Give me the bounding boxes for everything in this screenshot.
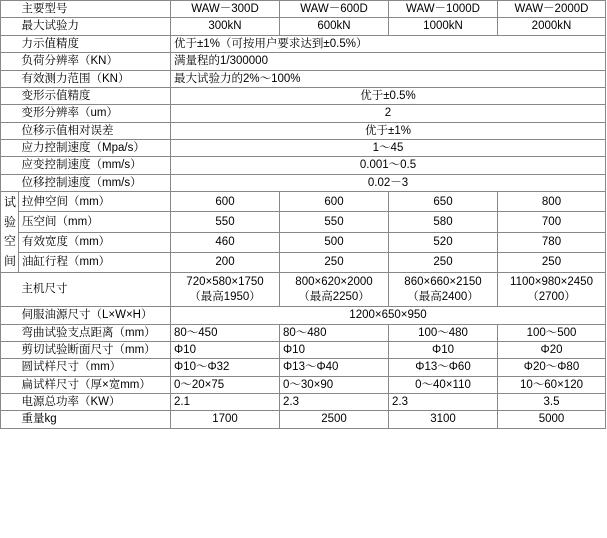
row-spacer-cell bbox=[1, 105, 19, 122]
strain-rate-row-cell-1: 0.001～0.5 bbox=[171, 157, 606, 174]
cell-line: （最高2400） bbox=[407, 290, 479, 303]
row-spacer-cell bbox=[1, 87, 19, 104]
cylinder-stroke-row-cell-2: 250 bbox=[280, 252, 389, 272]
bend-support-span-row-cell-1: 80～450 bbox=[171, 324, 280, 341]
shear-section-size-row-cell-4: Φ20 bbox=[498, 341, 606, 358]
flat-sample-size-row-cell-4: 10～60×120 bbox=[498, 376, 606, 393]
compression-space-row-cell-2: 550 bbox=[280, 212, 389, 232]
max-test-force-row-cell-3: 1000kN bbox=[389, 18, 498, 35]
cell-line: 720×580×1750 bbox=[186, 276, 264, 289]
compression-space-row bbox=[1, 212, 606, 232]
row-spacer-cell bbox=[1, 411, 19, 428]
shear-section-size-row bbox=[1, 341, 606, 358]
bend-support-span-row-cell-4: 100～500 bbox=[498, 324, 606, 341]
total-power-row-cell-3: 2.3 bbox=[389, 394, 498, 411]
model-row-cell-4: WAW－2000D bbox=[498, 1, 606, 18]
effective-width-row-cell-4: 780 bbox=[498, 232, 606, 252]
tensile-space-row bbox=[1, 192, 606, 212]
row-spacer-cell bbox=[1, 273, 19, 307]
total-power-row-cell-4: 3.5 bbox=[498, 394, 606, 411]
total-power-row-cell-1: 2.1 bbox=[171, 394, 280, 411]
model-row-cell-3: WAW－1000D bbox=[389, 1, 498, 18]
displacement-rate-row bbox=[1, 174, 606, 191]
shear-section-size-row-cell-2: Φ10 bbox=[280, 341, 389, 358]
weight-row bbox=[1, 411, 606, 428]
tensile-space-row-cell-2: 600 bbox=[280, 192, 389, 212]
tensile-space-row-cell-4: 800 bbox=[498, 192, 606, 212]
main-machine-size-row-cell-3 bbox=[389, 273, 498, 307]
round-sample-size-row bbox=[1, 359, 606, 376]
flat-sample-size-row-cell-0: 扁试样尺寸（厚×宽mm） bbox=[19, 376, 171, 393]
tensile-space-row-cell-0: 拉伸空间（mm） bbox=[19, 192, 171, 212]
row-spacer-cell bbox=[1, 324, 19, 341]
tensile-space-row-cell-3: 650 bbox=[389, 192, 498, 212]
vertical-label-char: 验 bbox=[4, 214, 17, 229]
vertical-label-char: 间 bbox=[4, 253, 17, 268]
cell-line: （最高1950） bbox=[189, 290, 261, 303]
shear-section-size-row-cell-0: 剪切试验断面尺寸（mm） bbox=[19, 341, 171, 358]
oil-source-size-row-cell-0: 伺服油源尺寸（L×W×H） bbox=[19, 307, 171, 324]
deformation-resolution-row-cell-0: 变形分辨率（um） bbox=[19, 105, 171, 122]
main-machine-size-row-cell-0: 主机尺寸 bbox=[19, 273, 171, 307]
total-power-row-cell-0: 电源总功率（KW） bbox=[19, 394, 171, 411]
model-row-cell-1: WAW－300D bbox=[171, 1, 280, 18]
max-test-force-row-cell-2: 600kN bbox=[280, 18, 389, 35]
main-machine-size-row bbox=[1, 273, 606, 307]
row-spacer-cell bbox=[1, 1, 19, 18]
cylinder-stroke-row-cell-4: 250 bbox=[498, 252, 606, 272]
cell-line: （2700） bbox=[527, 290, 576, 303]
row-spacer-cell bbox=[1, 394, 19, 411]
effective-width-row bbox=[1, 232, 606, 252]
row-spacer-cell bbox=[1, 18, 19, 35]
deformation-accuracy-row-cell-0: 变形示值精度 bbox=[19, 87, 171, 104]
deformation-resolution-row bbox=[1, 105, 606, 122]
effective-width-row-cell-3: 520 bbox=[389, 232, 498, 252]
tensile-space-row-cell-1: 600 bbox=[171, 192, 280, 212]
weight-row-cell-3: 3100 bbox=[389, 411, 498, 428]
cell-line: 800×620×2000 bbox=[295, 276, 373, 289]
effective-width-row-cell-1: 460 bbox=[171, 232, 280, 252]
total-power-row-cell-2: 2.3 bbox=[280, 394, 389, 411]
displacement-rate-row-cell-0: 位移控制速度（mm/s） bbox=[19, 174, 171, 191]
displacement-error-row-cell-1: 优于±1% bbox=[171, 122, 606, 139]
vertical-label-char: 试 bbox=[4, 195, 17, 210]
row-spacer-cell bbox=[1, 122, 19, 139]
cell-line: 860×660×2150 bbox=[404, 276, 482, 289]
displacement-rate-row-cell-1: 0.02－3 bbox=[171, 174, 606, 191]
row-spacer-cell bbox=[1, 53, 19, 70]
max-test-force-row-cell-1: 300kN bbox=[171, 18, 280, 35]
strain-rate-row-cell-0: 应变控制速度（mm/s） bbox=[19, 157, 171, 174]
deformation-accuracy-row bbox=[1, 87, 606, 104]
deformation-accuracy-row-cell-1: 优于±0.5% bbox=[171, 87, 606, 104]
load-resolution-row-cell-0: 负荷分辨率（KN） bbox=[19, 53, 171, 70]
compression-space-row-cell-0: 压空间（mm） bbox=[19, 212, 171, 232]
weight-row-cell-4: 5000 bbox=[498, 411, 606, 428]
effective-range-row bbox=[1, 70, 606, 87]
row-spacer-cell bbox=[1, 140, 19, 157]
main-machine-size-row-cell-2 bbox=[280, 273, 389, 307]
main-machine-size-row-cell-1 bbox=[171, 273, 280, 307]
cylinder-stroke-row-cell-1: 200 bbox=[171, 252, 280, 272]
effective-range-row-cell-1: 最大试验力的2%～100% bbox=[171, 70, 606, 87]
stress-rate-row-cell-0: 应力控制速度（Mpa/s） bbox=[19, 140, 171, 157]
row-spacer-cell bbox=[1, 157, 19, 174]
displacement-error-row bbox=[1, 122, 606, 139]
cell-line: 1100×980×2450 bbox=[510, 276, 593, 289]
shear-section-size-row-cell-1: Φ10 bbox=[171, 341, 280, 358]
max-test-force-row-cell-4: 2000kN bbox=[498, 18, 606, 35]
max-test-force-row-cell-0: 最大试验力 bbox=[19, 18, 171, 35]
table-body bbox=[1, 1, 606, 429]
load-resolution-row-cell-1: 满量程的1/300000 bbox=[171, 53, 606, 70]
cylinder-stroke-row-cell-3: 250 bbox=[389, 252, 498, 272]
compression-space-row-cell-3: 580 bbox=[389, 212, 498, 232]
flat-sample-size-row bbox=[1, 376, 606, 393]
force-accuracy-row-cell-1: 优于±1%（可按用户要求达到±0.5%） bbox=[171, 35, 606, 52]
flat-sample-size-row-cell-1: 0～20×75 bbox=[171, 376, 280, 393]
shear-section-size-row-cell-3: Φ10 bbox=[389, 341, 498, 358]
round-sample-size-row-cell-1: Φ10～Φ32 bbox=[171, 359, 280, 376]
flat-sample-size-row-cell-3: 0～40×110 bbox=[389, 376, 498, 393]
model-row-cell-0: 主要型号 bbox=[19, 1, 171, 18]
bend-support-span-row-cell-3: 100～480 bbox=[389, 324, 498, 341]
flat-sample-size-row-cell-2: 0～30×90 bbox=[280, 376, 389, 393]
effective-width-row-cell-2: 500 bbox=[280, 232, 389, 252]
row-spacer-cell bbox=[1, 35, 19, 52]
max-test-force-row bbox=[1, 18, 606, 35]
bend-support-span-row-cell-2: 80～480 bbox=[280, 324, 389, 341]
row-spacer-cell bbox=[1, 70, 19, 87]
deformation-resolution-row-cell-1: 2 bbox=[171, 105, 606, 122]
row-spacer-cell bbox=[1, 341, 19, 358]
force-accuracy-row-cell-0: 力示值精度 bbox=[19, 35, 171, 52]
round-sample-size-row-cell-2: Φ13～Φ40 bbox=[280, 359, 389, 376]
strain-rate-row bbox=[1, 157, 606, 174]
displacement-error-row-cell-0: 位移示值相对误差 bbox=[19, 122, 171, 139]
oil-source-size-row bbox=[1, 307, 606, 324]
vertical-label-char: 空 bbox=[4, 234, 17, 249]
model-row bbox=[1, 1, 606, 18]
row-spacer-cell bbox=[1, 174, 19, 191]
compression-space-row-cell-1: 550 bbox=[171, 212, 280, 232]
weight-row-cell-1: 1700 bbox=[171, 411, 280, 428]
row-spacer-cell bbox=[1, 307, 19, 324]
stress-rate-row bbox=[1, 140, 606, 157]
total-power-row bbox=[1, 394, 606, 411]
round-sample-size-row-cell-3: Φ13～Φ60 bbox=[389, 359, 498, 376]
main-machine-size-row-cell-4 bbox=[498, 273, 606, 307]
oil-source-size-row-cell-1: 1200×650×950 bbox=[171, 307, 606, 324]
model-row-cell-2: WAW－600D bbox=[280, 1, 389, 18]
effective-width-row-cell-0: 有效宽度（mm） bbox=[19, 232, 171, 252]
row-spacer-cell bbox=[1, 359, 19, 376]
weight-row-cell-2: 2500 bbox=[280, 411, 389, 428]
cylinder-stroke-row-cell-0: 油缸行程（mm） bbox=[19, 252, 171, 272]
test-space-group-label bbox=[1, 192, 19, 273]
force-accuracy-row bbox=[1, 35, 606, 52]
round-sample-size-row-cell-4: Φ20～Φ80 bbox=[498, 359, 606, 376]
cylinder-stroke-row bbox=[1, 252, 606, 272]
compression-space-row-cell-4: 700 bbox=[498, 212, 606, 232]
row-spacer-cell bbox=[1, 376, 19, 393]
load-resolution-row bbox=[1, 53, 606, 70]
round-sample-size-row-cell-0: 圆试样尺寸（mm） bbox=[19, 359, 171, 376]
weight-row-cell-0: 重量kg bbox=[19, 411, 171, 428]
bend-support-span-row bbox=[1, 324, 606, 341]
stress-rate-row-cell-1: 1～45 bbox=[171, 140, 606, 157]
bend-support-span-row-cell-0: 弯曲试验支点距离（mm） bbox=[19, 324, 171, 341]
effective-range-row-cell-0: 有效测力范围（KN） bbox=[19, 70, 171, 87]
cell-line: （最高2250） bbox=[298, 290, 370, 303]
